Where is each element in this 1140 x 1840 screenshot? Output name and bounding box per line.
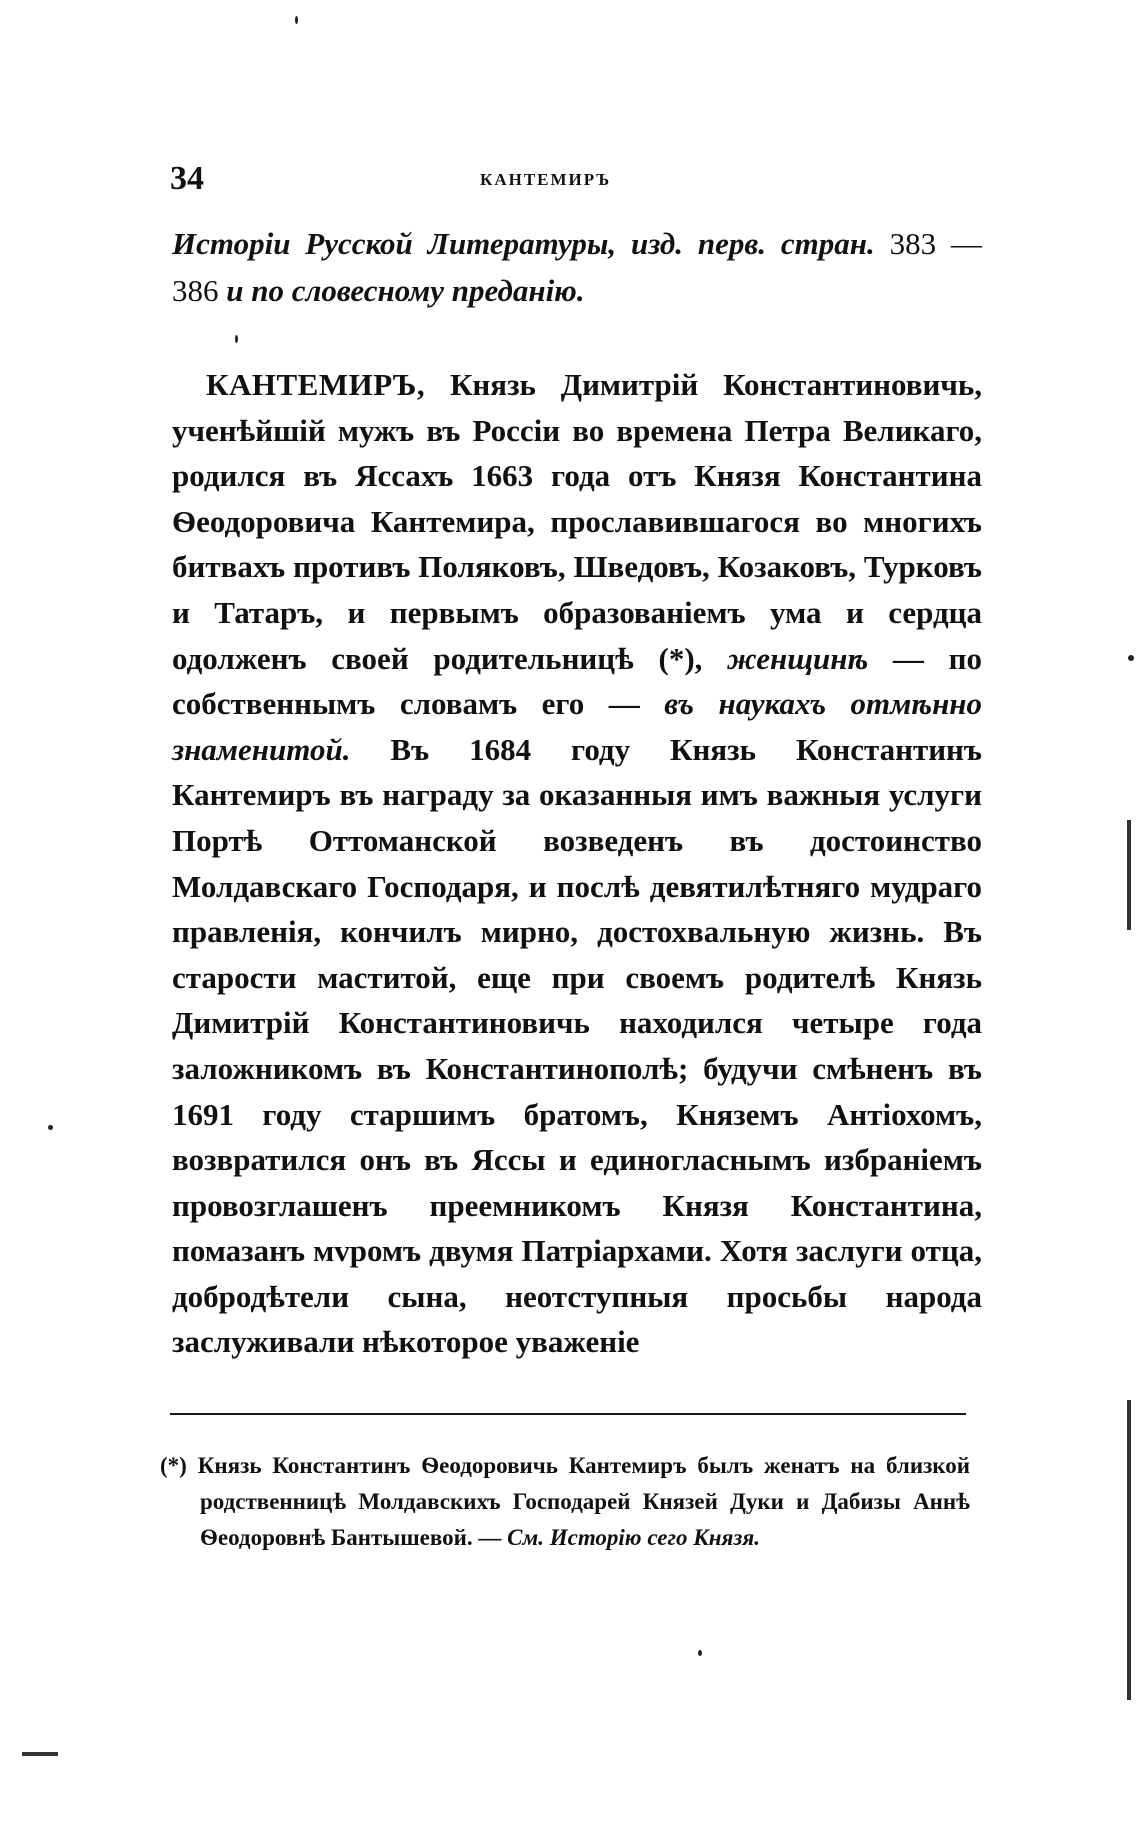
body-text-3: Въ 1684 году Князь Константинъ Кантемиръ въ награду за оказанныя имъ важныя услуги Портѣ Оттоманской возведенъ въ достоинство Молдавскаго Господаря, и послѣ девятилѣтняго мудраго правленія, кончилъ мирно, достохвальную жизнь. Въ старости маститой, еще при своемъ родителѣ Князь Димитрій Константиновичь находился четыре года заложникомъ въ Константинополѣ; будучи смѣненъ въ 1691 году старшимъ братомъ, Княземъ Антіохомъ, возвратился онъ въ Яссы и единогласнымъ избраніемъ провозглашенъ преемникомъ Князя Константина, помазанъ мvромъ двумя Патріархами. Хотя заслуги отца, добродѣтели сына, неотступныя просьбы народа заслуживали нѣкоторое уваженіе [172,731,982,1360]
scan-edge-line [1127,1400,1131,1700]
footnote-body [160,1448,970,1556]
main-paragraph [172,362,982,1365]
scan-speck [235,335,238,343]
scan-speck [1128,655,1134,661]
intro-pages: 383 — 386 [172,226,983,308]
body-italic-2: въ наукахъ отмѣнно знаменитой. [172,686,982,767]
page-header [170,160,970,210]
footnote-divider [170,1413,966,1415]
scan-speck [295,16,298,24]
footnote-reference: См. Исторію сего Князя. [507,1525,760,1550]
scan-speck [698,1650,702,1656]
scan-edge-line [22,1752,58,1756]
page-number: 34 [170,160,204,197]
body-text-2: — по собственнымъ словамъ его — [172,640,982,722]
footnote [160,1448,970,1556]
body-italic-1: женщинѣ [727,640,869,676]
footnote-marker: (*) [160,1453,187,1478]
scan-speck [48,1125,53,1130]
headword: КАНТЕМИРЪ, [206,367,426,402]
intro-citation: Исторіи Русской Литературы, изд. перв. стран. [172,226,875,261]
footnote-text: Князь Константинъ Ѳеодоровичь Кантемиръ былъ женатъ на близкой родственницѣ Молдавскихъ Господарей Князей Дуки и Дабизы Аннѣ Ѳеодоровнѣ Бантышевой. — [197,1453,971,1550]
body-text-1: Князь Димитрій Константиновичь, ученѣйшій мужъ въ Россіи во времена Петра Великаго, родился въ Яссахъ 1663 года отъ Князя Константина Ѳеодоровича Кантемира, прославившагося во многихъ битвахъ противъ Поляковъ, Шведовъ, Козаковъ, Турковъ и Татаръ, и первымъ образованіемъ ума и сердца одолженъ своей родительницѣ (*), [172,367,982,676]
running-head: КАНТЕМИРЪ [480,170,612,189]
scan-edge-line [1127,820,1131,930]
intro-paragraph [172,220,982,314]
intro-tradition: и по словесному преданію. [226,273,585,308]
